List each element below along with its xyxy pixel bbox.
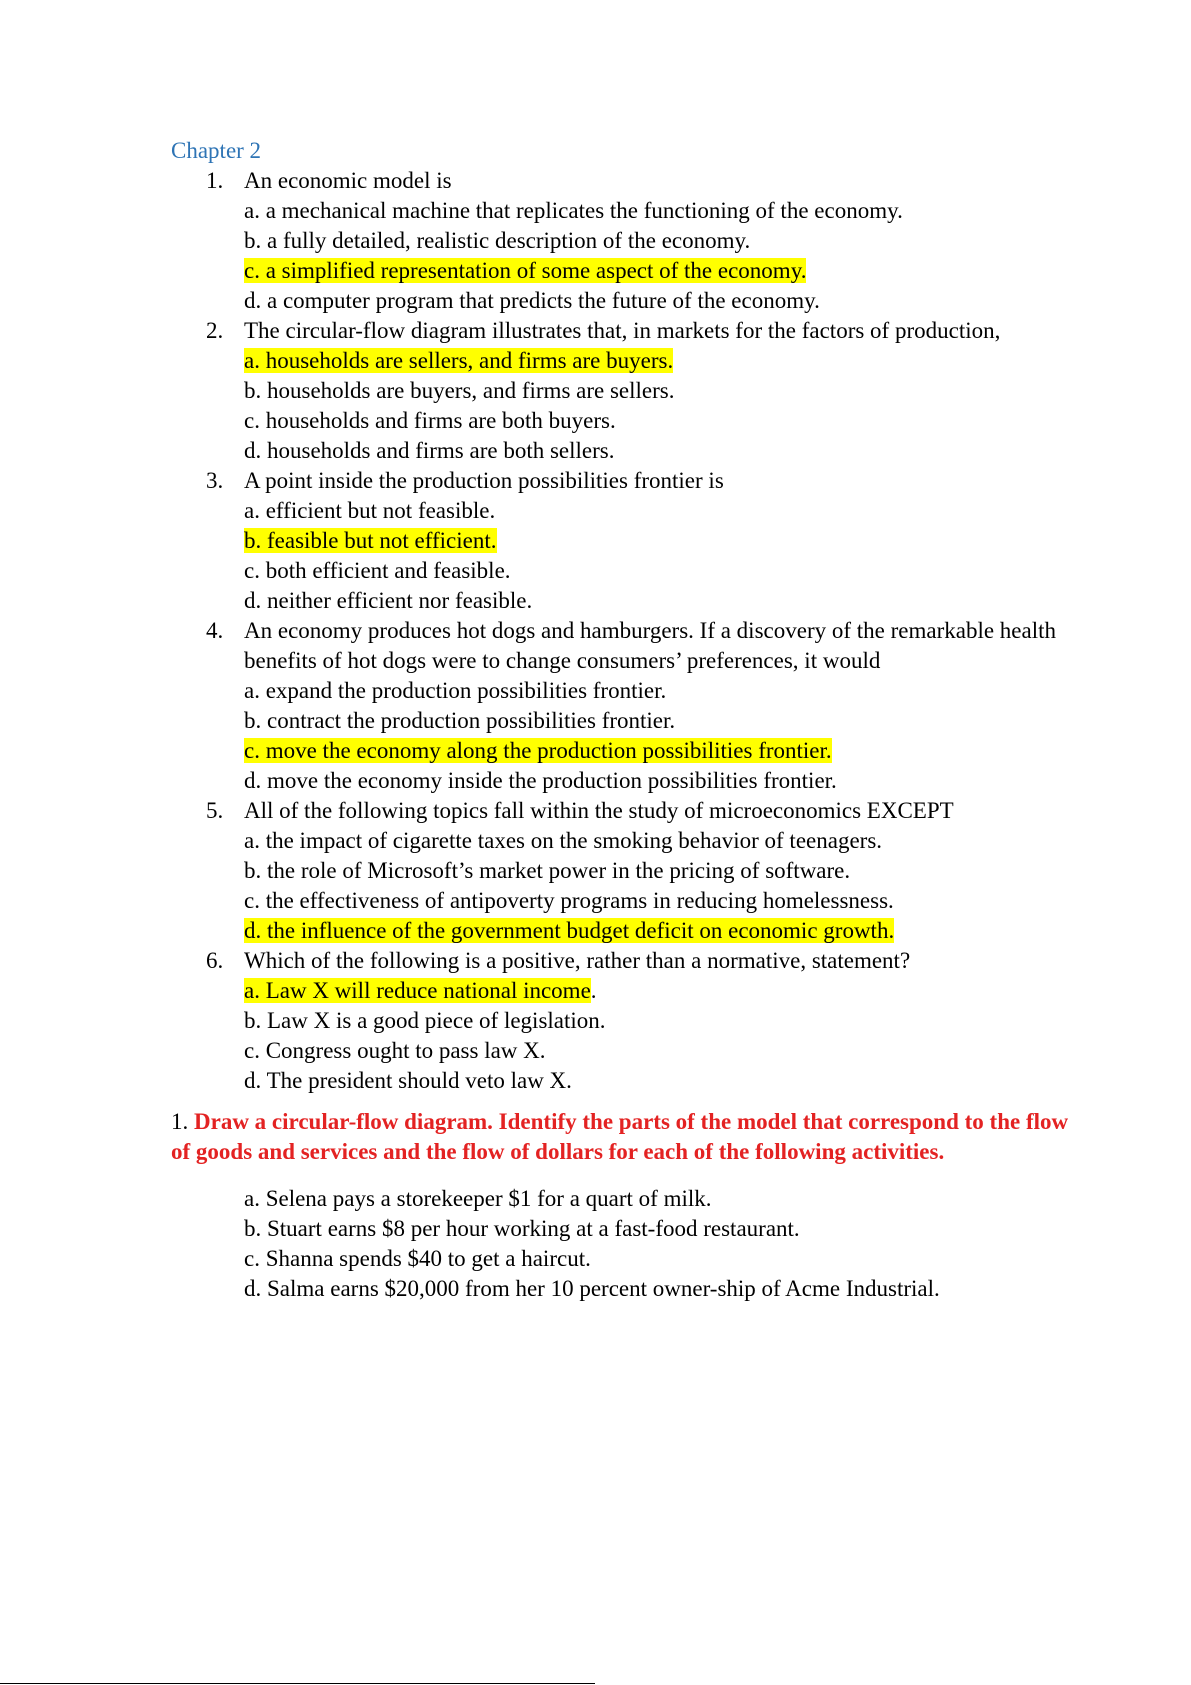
question-3 <box>200 466 1100 616</box>
option-text: c. the effectiveness of antipoverty programs in reducing homelessness. <box>244 888 894 913</box>
highlighted-answer: a. Law X will reduce national income <box>244 978 591 1003</box>
highlighted-answer: c. a simplified representation of some aspect of the economy. <box>244 258 807 283</box>
option-trailing-text: . <box>590 978 597 1003</box>
question-text: The circular-flow diagram illustrates that, in markets for the factors of production, <box>244 318 1001 343</box>
option-text: d. neither efficient nor feasible. <box>244 588 533 613</box>
option-list <box>244 676 1100 796</box>
option-a <box>244 346 1100 376</box>
option-d <box>244 916 1100 946</box>
option-c <box>244 886 1100 916</box>
problem-statement <box>171 1107 1071 1167</box>
option-list <box>244 976 1100 1096</box>
option-b <box>244 1006 1100 1036</box>
highlighted-answer: b. feasible but not efficient. <box>244 528 497 553</box>
question-text: Which of the following is a positive, rather than a normative, statement? <box>244 948 911 973</box>
chapter-title: Chapter 2 <box>171 138 262 163</box>
option-d <box>244 766 1100 796</box>
activity-item: d. Salma earns $20,000 from her 10 percent owner-ship of Acme Industrial. <box>244 1276 940 1301</box>
option-d <box>244 586 1100 616</box>
question-text: A point inside the production possibilities frontier is <box>244 468 724 493</box>
option-list <box>244 346 1100 466</box>
multiple-choice-list <box>200 166 1100 1096</box>
activity-item: a. Selena pays a storekeeper $1 for a quart of milk. <box>244 1186 712 1211</box>
question-text: An economic model is <box>244 168 452 193</box>
option-list <box>244 826 1100 946</box>
question-text: An economy produces hot dogs and hamburgers. If a discovery of the remarkable health benefits of hot dogs were to change consumers’ preferences, it would <box>244 618 1056 673</box>
option-b <box>244 706 1100 736</box>
option-a <box>244 196 1100 226</box>
option-text: d. households and firms are both sellers. <box>244 438 615 463</box>
activity-item: b. Stuart earns $8 per hour working at a fast-food restaurant. <box>244 1216 800 1241</box>
question-4 <box>200 616 1100 796</box>
option-text: b. Law X is a good piece of legislation. <box>244 1008 606 1033</box>
option-text: c. Congress ought to pass law X. <box>244 1038 546 1063</box>
option-text: b. contract the production possibilities frontier. <box>244 708 676 733</box>
option-b <box>244 226 1100 256</box>
problem-number: 1. <box>171 1109 189 1134</box>
footer-rule <box>0 1683 595 1684</box>
option-c <box>244 406 1100 436</box>
question-5 <box>200 796 1100 946</box>
activity-item: c. Shanna spends $40 to get a haircut. <box>244 1246 591 1271</box>
option-text: a. a mechanical machine that replicates the functioning of the economy. <box>244 198 903 223</box>
option-b <box>244 856 1100 886</box>
highlighted-answer: a. households are sellers, and firms are buyers. <box>244 348 674 373</box>
option-a <box>244 976 1100 1006</box>
option-d <box>244 436 1100 466</box>
option-text: a. the impact of cigarette taxes on the smoking behavior of teenagers. <box>244 828 883 853</box>
activity-list <box>244 1184 1104 1304</box>
option-c <box>244 556 1100 586</box>
option-list <box>244 496 1100 616</box>
option-text: c. both efficient and feasible. <box>244 558 511 583</box>
option-d <box>244 1066 1100 1096</box>
problem-text: Draw a circular-flow diagram. Identify the parts of the model that correspond to the flow of goods and services and the flow of dollars for each of the following activities. <box>171 1109 1069 1164</box>
option-list <box>244 196 1100 316</box>
option-c <box>244 736 1100 766</box>
option-text: b. households are buyers, and firms are sellers. <box>244 378 675 403</box>
option-c <box>244 1036 1100 1066</box>
option-a <box>244 496 1100 526</box>
highlighted-answer: d. the influence of the government budget deficit on economic growth. <box>244 918 895 943</box>
option-text: d. a computer program that predicts the future of the economy. <box>244 288 820 313</box>
option-text: b. a fully detailed, realistic description of the economy. <box>244 228 751 253</box>
question-number: 2. <box>206 318 224 343</box>
option-a <box>244 676 1100 706</box>
option-text: c. households and firms are both buyers. <box>244 408 616 433</box>
option-text: d. move the economy inside the production possibilities frontier. <box>244 768 837 793</box>
option-b <box>244 526 1100 556</box>
option-b <box>244 376 1100 406</box>
question-number: 1. <box>206 168 224 193</box>
option-a <box>244 826 1100 856</box>
question-number: 4. <box>206 618 224 643</box>
question-number: 6. <box>206 948 224 973</box>
question-number: 3. <box>206 468 224 493</box>
question-6 <box>200 946 1100 1096</box>
question-1 <box>200 166 1100 316</box>
option-text: a. expand the production possibilities frontier. <box>244 678 667 703</box>
option-text: b. the role of Microsoft’s market power in the pricing of software. <box>244 858 851 883</box>
option-text: d. The president should veto law X. <box>244 1068 572 1093</box>
question-2 <box>200 316 1100 466</box>
highlighted-answer: c. move the economy along the production possibilities frontier. <box>244 738 832 763</box>
question-number: 5. <box>206 798 224 823</box>
option-c <box>244 256 1100 286</box>
question-text: All of the following topics fall within the study of microeconomics EXCEPT <box>244 798 954 823</box>
option-d <box>244 286 1100 316</box>
option-text: a. efficient but not feasible. <box>244 498 496 523</box>
